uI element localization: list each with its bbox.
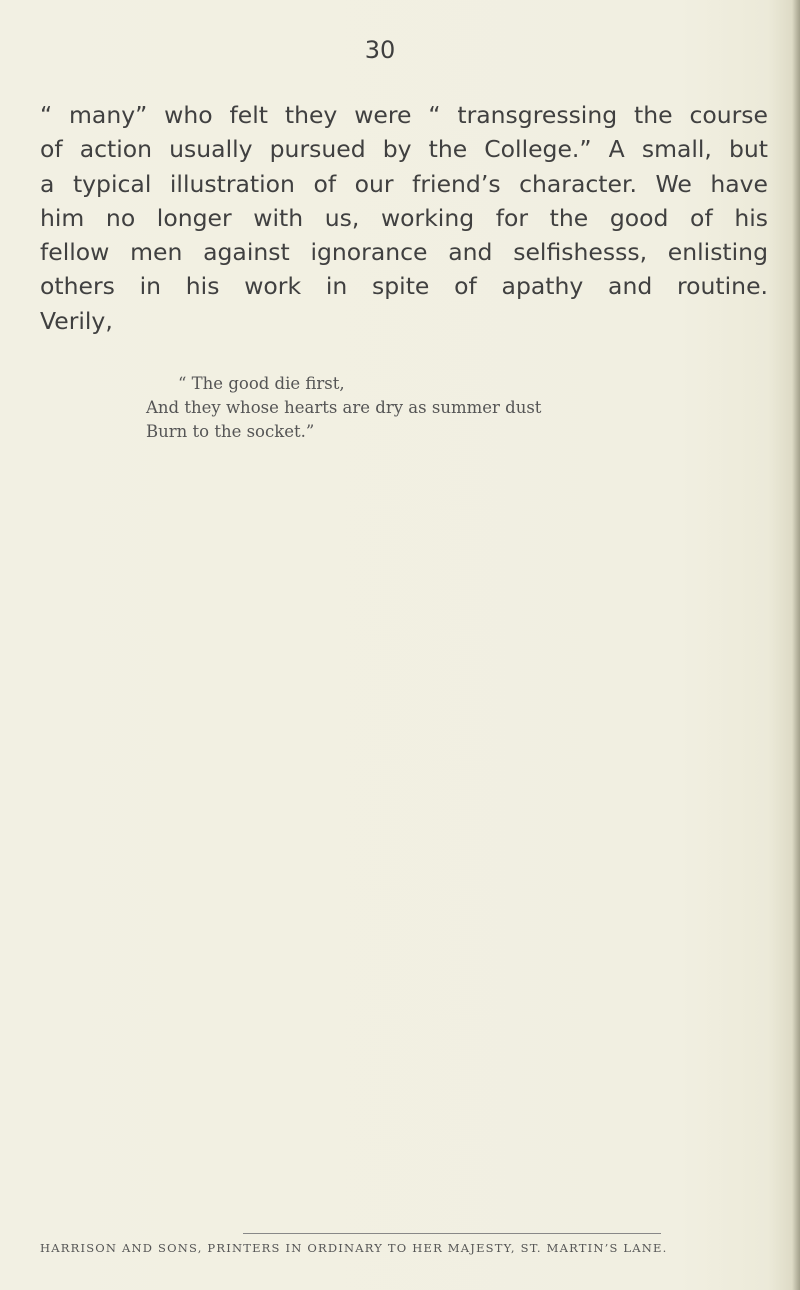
body-line: of action usually pursued by the College.” A small, but	[40, 135, 768, 164]
body-line: a typical illustration of our friend’s character. We have	[40, 169, 768, 198]
quoted-verse	[146, 372, 541, 444]
body-paragraph	[40, 98, 768, 338]
page-number: 30	[364, 36, 396, 64]
verse-line: Burn to the socket.”	[146, 422, 315, 441]
printer-imprint: HARRISON AND SONS, PRINTERS IN ORDINARY TO HER MAJESTY, ST. MARTIN’S LANE.	[40, 1241, 668, 1255]
body-line: Verily,	[40, 306, 113, 335]
page-edge-shadow	[792, 0, 800, 1290]
body-line: fellow men against ignorance and selfishesss, enlisting	[40, 238, 768, 267]
verse-line: And they whose hearts are dry as summer dust	[146, 398, 542, 417]
footer-rule	[243, 1233, 661, 1234]
verse-line: “ The good die first,	[178, 374, 345, 393]
body-line: others in his work in spite of apathy and routine.	[40, 272, 768, 301]
body-line: “ many” who felt they were “ transgressing the course	[40, 101, 768, 129]
body-line: him no longer with us, working for the good of his	[40, 203, 768, 232]
